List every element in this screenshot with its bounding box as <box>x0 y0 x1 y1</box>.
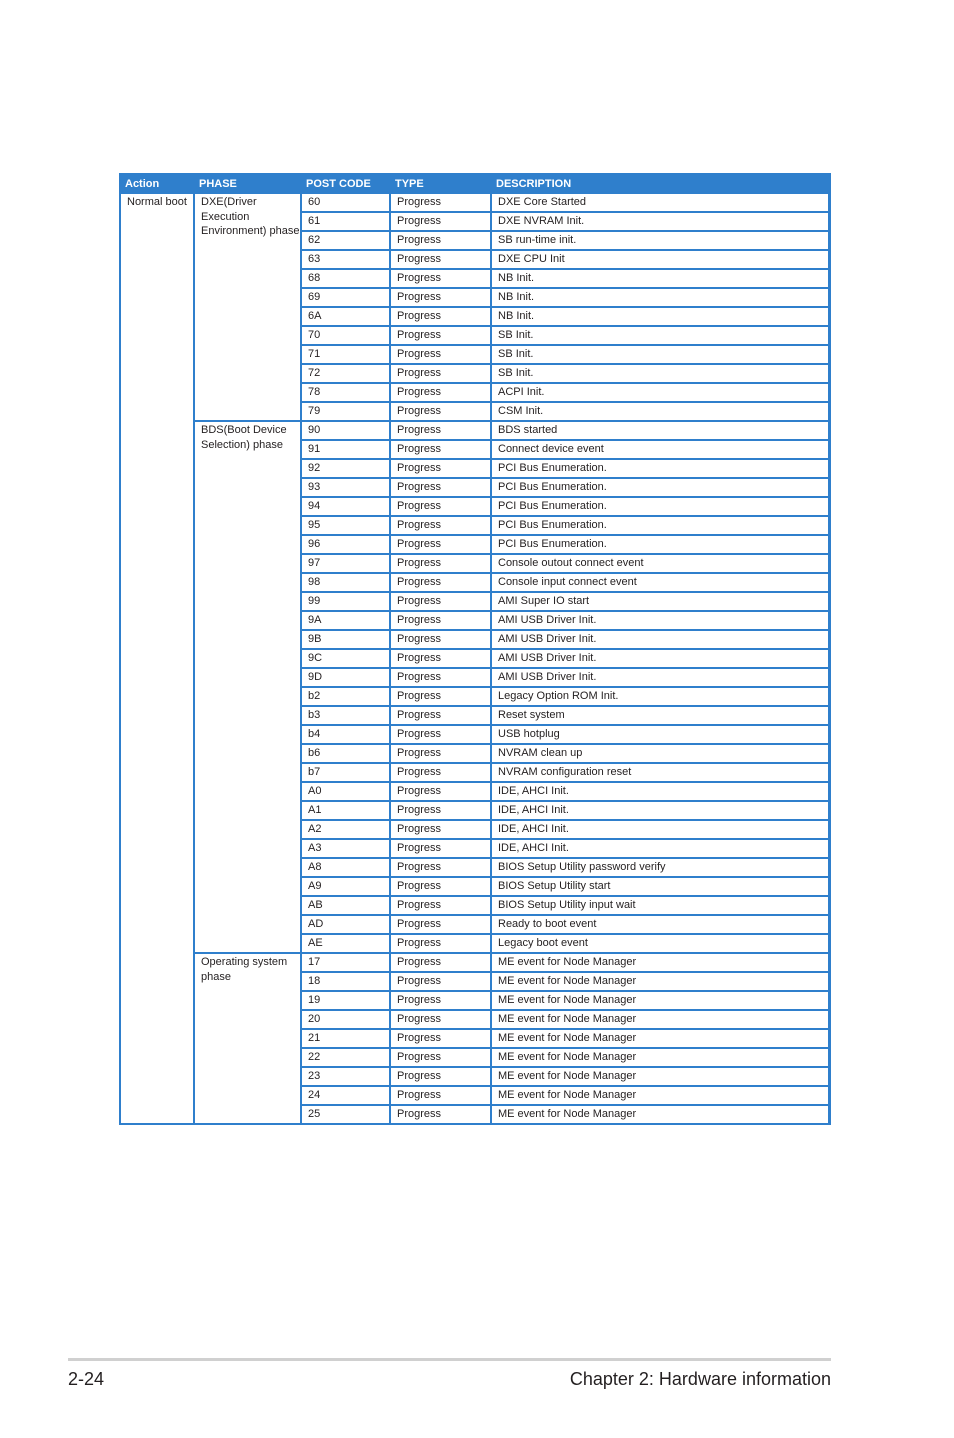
post-code-cell: 9B <box>302 631 391 650</box>
post-code-cell: A1 <box>302 802 391 821</box>
description-cell: DXE Core Started <box>492 194 829 213</box>
action-cell: Normal boot <box>121 194 195 1123</box>
post-code-cell: 9D <box>302 669 391 688</box>
chapter-title: Chapter 2: Hardware information <box>569 1369 831 1389</box>
post-code-cell: 20 <box>302 1011 391 1030</box>
type-cell: Progress <box>391 859 492 878</box>
description-cell: ME event for Node Manager <box>492 992 829 1011</box>
description-cell: PCI Bus Enumeration. <box>492 498 829 517</box>
type-cell: Progress <box>391 1068 492 1087</box>
type-cell: Progress <box>391 308 492 327</box>
description-cell: Console input connect event <box>492 574 829 593</box>
post-code-cell: 79 <box>302 403 391 422</box>
description-cell: ME event for Node Manager <box>492 1106 829 1123</box>
post-code-cell: 70 <box>302 327 391 346</box>
header-type: TYPE <box>391 175 492 194</box>
type-cell: Progress <box>391 460 492 479</box>
post-code-cell: 9A <box>302 612 391 631</box>
post-code-cell: 94 <box>302 498 391 517</box>
phase-cell: BDS(Boot Device Selection) phase <box>195 422 302 954</box>
description-cell: BIOS Setup Utility start <box>492 878 829 897</box>
type-cell: Progress <box>391 574 492 593</box>
type-cell: Progress <box>391 745 492 764</box>
table-body <box>121 194 829 1123</box>
post-code-cell: 69 <box>302 289 391 308</box>
type-cell: Progress <box>391 422 492 441</box>
type-cell: Progress <box>391 821 492 840</box>
post-code-cell: 24 <box>302 1087 391 1106</box>
type-cell: Progress <box>391 1011 492 1030</box>
post-code-table <box>119 173 831 1125</box>
post-code-cell: 17 <box>302 954 391 973</box>
type-cell: Progress <box>391 403 492 422</box>
type-cell: Progress <box>391 1087 492 1106</box>
description-cell: Console outout connect event <box>492 555 829 574</box>
description-cell: AMI USB Driver Init. <box>492 631 829 650</box>
page-number: 2-24 <box>68 1369 105 1389</box>
description-cell: AMI USB Driver Init. <box>492 612 829 631</box>
post-code-cell: 25 <box>302 1106 391 1123</box>
post-code-cell: A2 <box>302 821 391 840</box>
description-cell: SB Init. <box>492 327 829 346</box>
type-cell: Progress <box>391 384 492 403</box>
description-cell: IDE, AHCI Init. <box>492 821 829 840</box>
description-cell: DXE NVRAM Init. <box>492 213 829 232</box>
table-row <box>121 954 829 973</box>
description-cell: PCI Bus Enumeration. <box>492 536 829 555</box>
post-code-cell: A0 <box>302 783 391 802</box>
type-cell: Progress <box>391 650 492 669</box>
type-cell: Progress <box>391 498 492 517</box>
description-cell: Connect device event <box>492 441 829 460</box>
type-cell: Progress <box>391 783 492 802</box>
post-code-cell: b2 <box>302 688 391 707</box>
description-cell: AMI USB Driver Init. <box>492 669 829 688</box>
header-phase: PHASE <box>195 175 302 194</box>
post-code-cell: 19 <box>302 992 391 1011</box>
type-cell: Progress <box>391 441 492 460</box>
type-cell: Progress <box>391 232 492 251</box>
post-code-cell: 72 <box>302 365 391 384</box>
description-cell: ME event for Node Manager <box>492 954 829 973</box>
type-cell: Progress <box>391 365 492 384</box>
type-cell: Progress <box>391 935 492 954</box>
type-cell: Progress <box>391 1049 492 1068</box>
post-code-cell: 98 <box>302 574 391 593</box>
description-cell: BIOS Setup Utility input wait <box>492 897 829 916</box>
type-cell: Progress <box>391 251 492 270</box>
type-cell: Progress <box>391 346 492 365</box>
type-cell: Progress <box>391 289 492 308</box>
description-cell: CSM Init. <box>492 403 829 422</box>
type-cell: Progress <box>391 973 492 992</box>
description-cell: ME event for Node Manager <box>492 1011 829 1030</box>
type-cell: Progress <box>391 802 492 821</box>
type-cell: Progress <box>391 612 492 631</box>
description-cell: AMI Super IO start <box>492 593 829 612</box>
type-cell: Progress <box>391 669 492 688</box>
description-cell: ME event for Node Manager <box>492 1068 829 1087</box>
type-cell: Progress <box>391 194 492 213</box>
type-cell: Progress <box>391 1030 492 1049</box>
description-cell: IDE, AHCI Init. <box>492 802 829 821</box>
description-cell: DXE CPU Init <box>492 251 829 270</box>
type-cell: Progress <box>391 270 492 289</box>
type-cell: Progress <box>391 479 492 498</box>
description-cell: NB Init. <box>492 270 829 289</box>
type-cell: Progress <box>391 840 492 859</box>
description-cell: PCI Bus Enumeration. <box>492 479 829 498</box>
type-cell: Progress <box>391 517 492 536</box>
description-cell: NVRAM clean up <box>492 745 829 764</box>
type-cell: Progress <box>391 213 492 232</box>
post-code-cell: 63 <box>302 251 391 270</box>
post-code-cell: b6 <box>302 745 391 764</box>
phase-cell: Operating system phase <box>195 954 302 1123</box>
type-cell: Progress <box>391 555 492 574</box>
description-cell: AMI USB Driver Init. <box>492 650 829 669</box>
post-code-cell: 97 <box>302 555 391 574</box>
header-action: Action <box>121 175 195 194</box>
post-code-cell: 62 <box>302 232 391 251</box>
description-cell: ACPI Init. <box>492 384 829 403</box>
table-row <box>121 422 829 441</box>
post-code-cell: AD <box>302 916 391 935</box>
description-cell: SB run-time init. <box>492 232 829 251</box>
description-cell: Legacy boot event <box>492 935 829 954</box>
post-code-cell: 90 <box>302 422 391 441</box>
type-cell: Progress <box>391 764 492 783</box>
header-description: DESCRIPTION <box>492 175 829 194</box>
type-cell: Progress <box>391 726 492 745</box>
post-code-cell: A3 <box>302 840 391 859</box>
description-cell: BDS started <box>492 422 829 441</box>
type-cell: Progress <box>391 327 492 346</box>
header-post-code: POST CODE <box>302 175 391 194</box>
type-cell: Progress <box>391 1106 492 1123</box>
description-cell: SB Init. <box>492 365 829 384</box>
post-code-cell: AE <box>302 935 391 954</box>
post-code-cell: 18 <box>302 973 391 992</box>
type-cell: Progress <box>391 878 492 897</box>
description-cell: IDE, AHCI Init. <box>492 783 829 802</box>
type-cell: Progress <box>391 916 492 935</box>
post-code-cell: 96 <box>302 536 391 555</box>
table-header-row <box>121 175 829 194</box>
post-code-cell: 6A <box>302 308 391 327</box>
post-code-cell: 92 <box>302 460 391 479</box>
description-cell: ME event for Node Manager <box>492 1030 829 1049</box>
post-code-cell: 71 <box>302 346 391 365</box>
description-cell: ME event for Node Manager <box>492 1049 829 1068</box>
post-code-cell: 91 <box>302 441 391 460</box>
type-cell: Progress <box>391 593 492 612</box>
type-cell: Progress <box>391 992 492 1011</box>
post-code-cell: A9 <box>302 878 391 897</box>
description-cell: USB hotplug <box>492 726 829 745</box>
post-code-cell: 68 <box>302 270 391 289</box>
description-cell: Reset system <box>492 707 829 726</box>
post-code-cell: 93 <box>302 479 391 498</box>
footer-rule <box>68 1358 831 1361</box>
description-cell: BIOS Setup Utility password verify <box>492 859 829 878</box>
description-cell: ME event for Node Manager <box>492 1087 829 1106</box>
table-row <box>121 194 829 213</box>
post-code-cell: 21 <box>302 1030 391 1049</box>
post-code-cell: 99 <box>302 593 391 612</box>
description-cell: NVRAM configuration reset <box>492 764 829 783</box>
type-cell: Progress <box>391 631 492 650</box>
description-cell: NB Init. <box>492 308 829 327</box>
post-code-cell: b3 <box>302 707 391 726</box>
phase-cell: DXE(Driver Execution Environment) phase <box>195 194 302 422</box>
post-code-cell: b7 <box>302 764 391 783</box>
post-code-cell: 23 <box>302 1068 391 1087</box>
post-code-cell: 22 <box>302 1049 391 1068</box>
description-cell: Ready to boot event <box>492 916 829 935</box>
description-cell: SB Init. <box>492 346 829 365</box>
type-cell: Progress <box>391 536 492 555</box>
description-cell: ME event for Node Manager <box>492 973 829 992</box>
post-code-cell: 9C <box>302 650 391 669</box>
post-code-cell: A8 <box>302 859 391 878</box>
type-cell: Progress <box>391 707 492 726</box>
post-code-cell: 61 <box>302 213 391 232</box>
description-cell: IDE, AHCI Init. <box>492 840 829 859</box>
description-cell: NB Init. <box>492 289 829 308</box>
post-code-cell: AB <box>302 897 391 916</box>
post-code-cell: b4 <box>302 726 391 745</box>
description-cell: PCI Bus Enumeration. <box>492 517 829 536</box>
post-code-cell: 60 <box>302 194 391 213</box>
post-code-cell: 78 <box>302 384 391 403</box>
description-cell: PCI Bus Enumeration. <box>492 460 829 479</box>
description-cell: Legacy Option ROM Init. <box>492 688 829 707</box>
post-code-cell: 95 <box>302 517 391 536</box>
type-cell: Progress <box>391 688 492 707</box>
type-cell: Progress <box>391 954 492 973</box>
type-cell: Progress <box>391 897 492 916</box>
